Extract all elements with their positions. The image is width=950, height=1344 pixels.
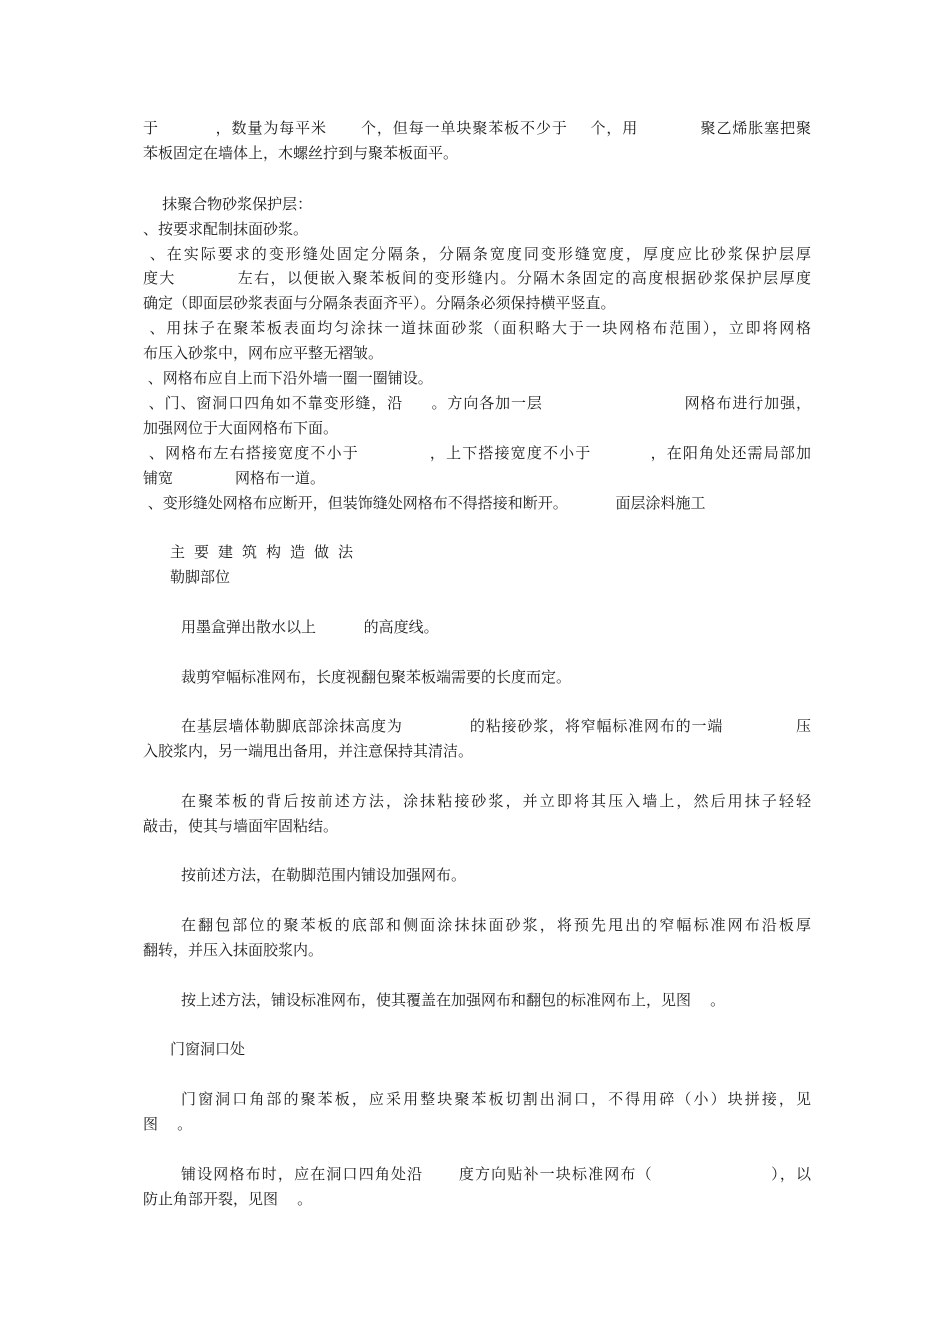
mortar-line: 、网格布应自上而下沿外墙一圈一圈铺设。: [143, 369, 433, 387]
plinth-paragraph: 用墨盒弹出散水以上 的高度线。: [181, 618, 439, 636]
mortar-line: 、用抹子在聚苯板表面均匀涂抹一道抹面砂浆（面积略大于一块网格布范围），立即将网格: [143, 319, 811, 337]
opening-paragraph-cont: 图 。: [143, 1115, 193, 1133]
plinth-paragraph: 按上述方法，铺设标准网布，使其覆盖在加强网布和翻包的标准网布上，见图 。: [181, 991, 726, 1009]
intro-line-2: 苯板固定在墙体上，木螺丝拧到与聚苯板面平。: [143, 144, 459, 162]
mortar-line: 、变形缝处网格布应断开，但装饰缝处网格布不得搭接和断开。 面层涂料施工: [143, 494, 706, 512]
mortar-line: 度大 左右，以便嵌入聚苯板间的变形缝内。分隔木条固定的高度根据砂浆保护层厚度: [143, 269, 811, 287]
mortar-line: 确定（即面层砂浆表面与分隔条表面齐平）。分隔条必须保持横平竖直。: [143, 294, 616, 312]
opening-paragraph: 铺设网格布时，应在洞口四角处沿 度方向贴补一块标准网布（ ），以: [181, 1165, 811, 1183]
plinth-title: 勒脚部位: [170, 568, 231, 586]
section-heading: 主要建筑构造做法: [170, 543, 363, 561]
mortar-line: 、在实际要求的变形缝处固定分隔条，分隔条宽度同变形缝宽度，厚度应比砂浆保护层厚: [143, 245, 811, 263]
mortar-section-title: 抹聚合物砂浆保护层：: [143, 195, 313, 213]
mortar-line: 布压入砂浆中，网布应平整无褶皱。: [143, 344, 384, 362]
opening-title: 门窗洞口处: [170, 1040, 246, 1058]
plinth-paragraph: 按前述方法，在勒脚范围内铺设加强网布。: [181, 866, 467, 884]
mortar-line: 加强网位于大面网格布下面。: [143, 419, 339, 437]
plinth-paragraph: 在基层墙体勒脚底部涂抹高度为 的粘接砂浆，将窄幅标准网布的一端 压: [181, 717, 811, 735]
mortar-line: 铺宽 网格布一道。: [143, 469, 325, 487]
plinth-paragraph: 在聚苯板的背后按前述方法，涂抹粘接砂浆，并立即将其压入墙上，然后用抹子轻轻: [181, 792, 811, 810]
opening-paragraph: 门窗洞口角部的聚苯板，应采用整块聚苯板切割出洞口，不得用碎（小）块拼接，见: [181, 1090, 811, 1108]
plinth-paragraph-cont: 入胶浆内，另一端甩出备用，并注意保持其清洁。: [143, 742, 474, 760]
intro-line-1: 于 ，数量为每平米 个，但每一单块聚苯板不少于 个，用 聚乙烯胀塞把聚: [143, 119, 811, 137]
mortar-line: 、按要求配制抹面砂浆。: [143, 220, 309, 238]
plinth-paragraph-cont: 敲击，使其与墙面牢固粘结。: [143, 817, 339, 835]
plinth-paragraph-cont: 翻转，并压入抹面胶浆内。: [143, 941, 324, 959]
plinth-paragraph: 裁剪窄幅标准网布，长度视翻包聚苯板端需要的长度而定。: [181, 668, 572, 686]
plinth-paragraph: 在翻包部位的聚苯板的底部和侧面涂抹抹面砂浆，将预先甩出的窄幅标准网布沿板厚: [181, 916, 811, 934]
mortar-line: 、门、窗洞口四角如不靠变形缝，沿 。方向各加一层 网格布进行加强，: [143, 394, 811, 412]
mortar-line: 、网格布左右搭接宽度不小于 ，上下搭接宽度不小于 ，在阳角处还需局部加: [143, 444, 811, 462]
opening-paragraph-cont: 防止角部开裂，见图 。: [143, 1190, 313, 1208]
